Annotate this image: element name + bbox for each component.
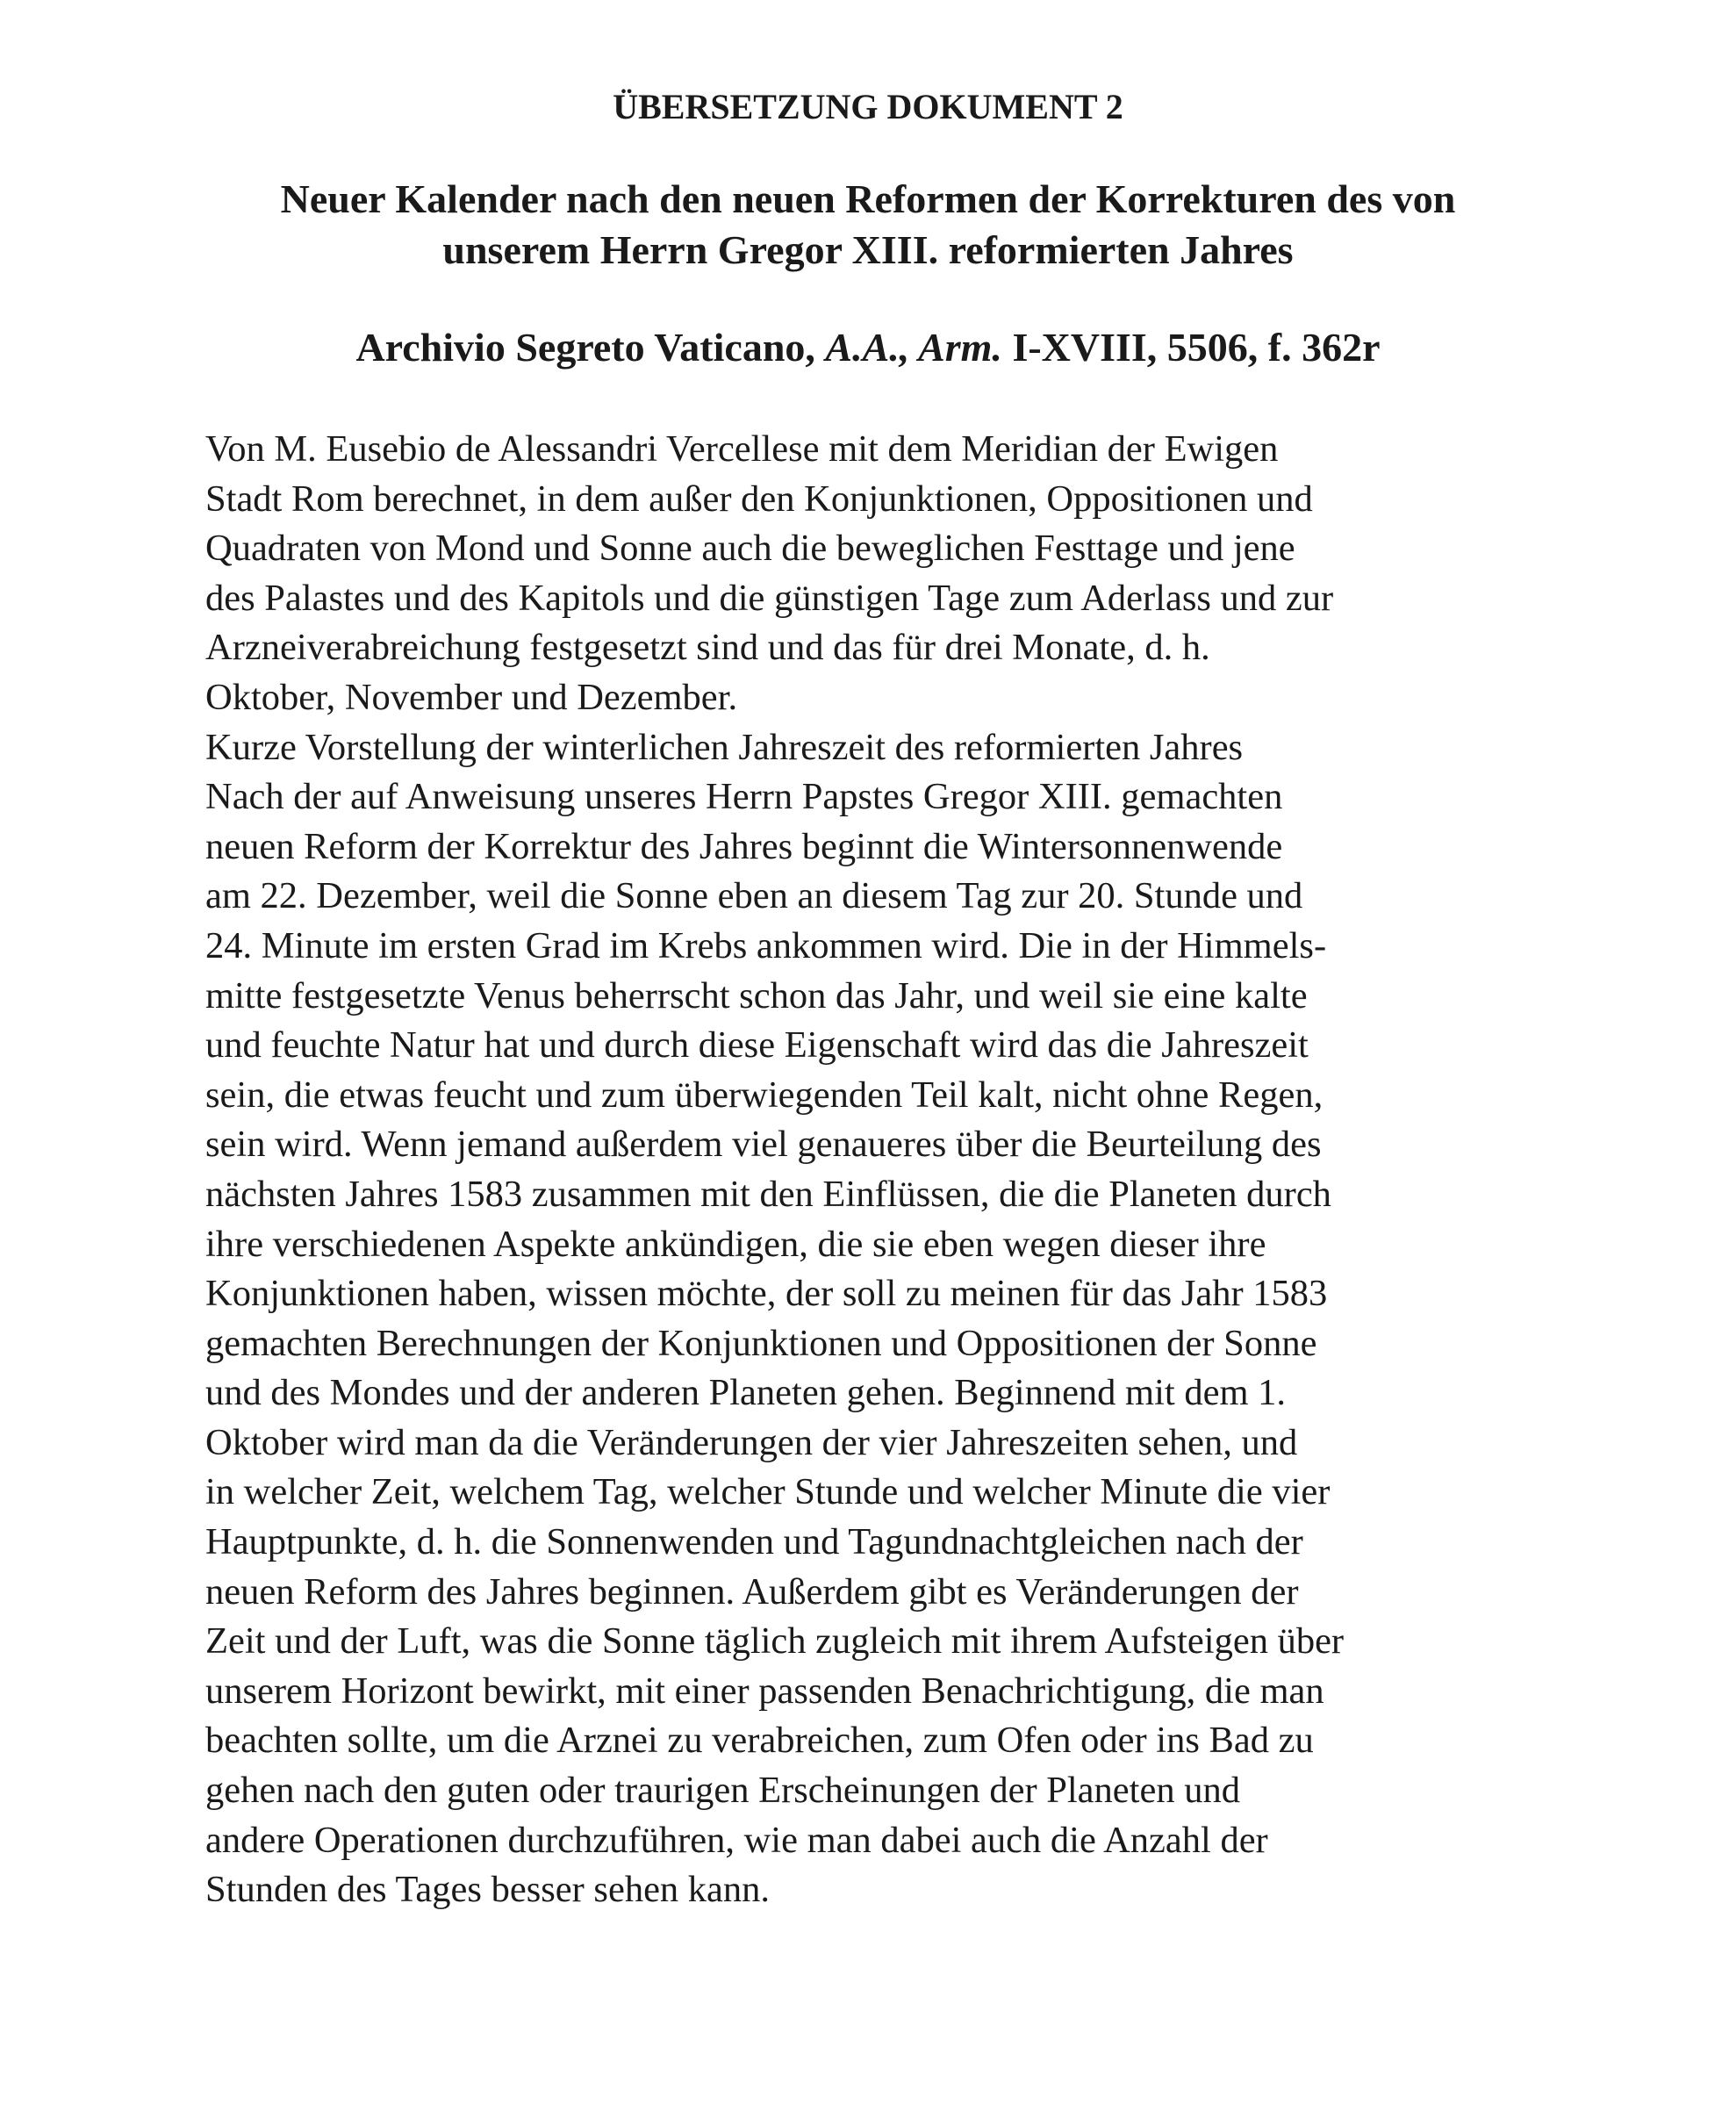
archive-reference-italic: A.A., Arm. — [825, 325, 1002, 370]
body-text-line: Kurze Vorstellung der winterlichen Jahreszeit des reformierten Jahres — [205, 726, 1244, 768]
body-text-line: am 22. Dezember, weil die Sonne eben an diesem Tag zur 20. Stunde und — [205, 875, 1303, 917]
body-text-line: Stunden des Tages besser sehen kann. — [205, 1869, 771, 1911]
body-text — [205, 425, 1557, 1915]
document-label: ÜBERSETZUNG DOKUMENT 2 — [613, 87, 1123, 126]
body-text-line: sein wird. Wenn jemand außerdem viel genaueres über die Beurteilung des — [205, 1124, 1322, 1166]
body-text-line: beachten sollte, um die Arznei zu verabreichen, zum Ofen oder ins Bad zu — [205, 1720, 1314, 1762]
body-text-line: andere Operationen durchzuführen, wie man dabei auch die Anzahl der — [205, 1819, 1268, 1861]
body-text-line: 24. Minute im ersten Grad im Krebs ankommen wird. Die in der Himmels- — [205, 924, 1327, 966]
body-text-line: Zeit und der Luft, was die Sonne täglich zugleich mit ihrem Aufsteigen über — [205, 1620, 1345, 1663]
body-text-line: gehen nach den guten oder traurigen Erscheinungen der Planeten und — [205, 1770, 1240, 1812]
body-text-line: Nach der auf Anweisung unseres Herrn Papstes Gregor XIII. gemachten — [205, 776, 1283, 818]
body-text-line: und des Mondes und der anderen Planeten gehen. Beginnend mit dem 1. — [205, 1372, 1287, 1414]
document-title-line: Neuer Kalender nach den neuen Reformen der Korrekturen des von — [280, 176, 1456, 221]
archive-reference — [140, 321, 1596, 374]
body-text-line: in welcher Zeit, welchem Tag, welcher Stunde und welcher Minute die vier — [205, 1471, 1331, 1513]
body-text-line: und feuchte Natur hat und durch diese Eigenschaft wird das die Jahreszeit — [205, 1024, 1309, 1067]
document-title-line: unserem Herrn Gregor XIII. reformierten Jahres — [442, 227, 1294, 272]
body-text-line: des Palastes und des Kapitols und die günstigen Tage zum Aderlass und zur — [205, 577, 1334, 619]
body-text-line: sein, die etwas feucht und zum überwiegenden Teil kalt, nicht ohne Regen, — [205, 1074, 1324, 1116]
body-text-line: Stadt Rom berechnet, in dem außer den Konjunktionen, Oppositionen und — [205, 478, 1313, 520]
document-title — [140, 174, 1596, 276]
body-text-line: mitte festgesetzte Venus beherrscht schon das Jahr, und weil sie eine kalte — [205, 974, 1308, 1016]
body-text-line: unserem Horizont bewirkt, mit einer passenden Benachrichtigung, die man — [205, 1670, 1324, 1712]
body-text-line: Konjunktionen haben, wissen möchte, der soll zu meinen für das Jahr 1583 — [205, 1273, 1328, 1315]
archive-reference-suffix: I-XVIII, 5506, f. 362r — [1001, 325, 1381, 370]
body-text-line: neuen Reform der Korrektur des Jahres beginnt die Wintersonnenwende — [205, 825, 1283, 867]
archive-reference-prefix: Archivio Segreto Vaticano, — [355, 325, 826, 370]
body-text-line: Arzneiverabreichung festgesetzt sind und das für drei Monate, d. h. — [205, 627, 1210, 669]
body-text-line: ihre verschiedenen Aspekte ankündigen, die sie eben wegen dieser ihre — [205, 1223, 1266, 1265]
body-text-line: Hauptpunkte, d. h. die Sonnenwenden und Tagundnachtgleichen nach der — [205, 1521, 1303, 1563]
body-text-line: Quadraten von Mond und Sonne auch die beweglichen Festtage und jene — [205, 528, 1295, 570]
body-text-line: gemachten Berechnungen der Konjunktionen und Oppositionen der Sonne — [205, 1322, 1317, 1364]
body-text-line: Von M. Eusebio de Alessandri Vercellese mit dem Meridian der Ewigen — [205, 428, 1279, 470]
body-text-line: Oktober, November und Dezember. — [205, 676, 738, 718]
body-text-line: nächsten Jahres 1583 zusammen mit den Einflüssen, die die Planeten durch — [205, 1173, 1331, 1215]
body-text-line: neuen Reform des Jahres beginnen. Außerdem gibt es Veränderungen der — [205, 1570, 1299, 1612]
body-text-line: Oktober wird man da die Veränderungen der vier Jahreszeiten sehen, und — [205, 1421, 1298, 1463]
